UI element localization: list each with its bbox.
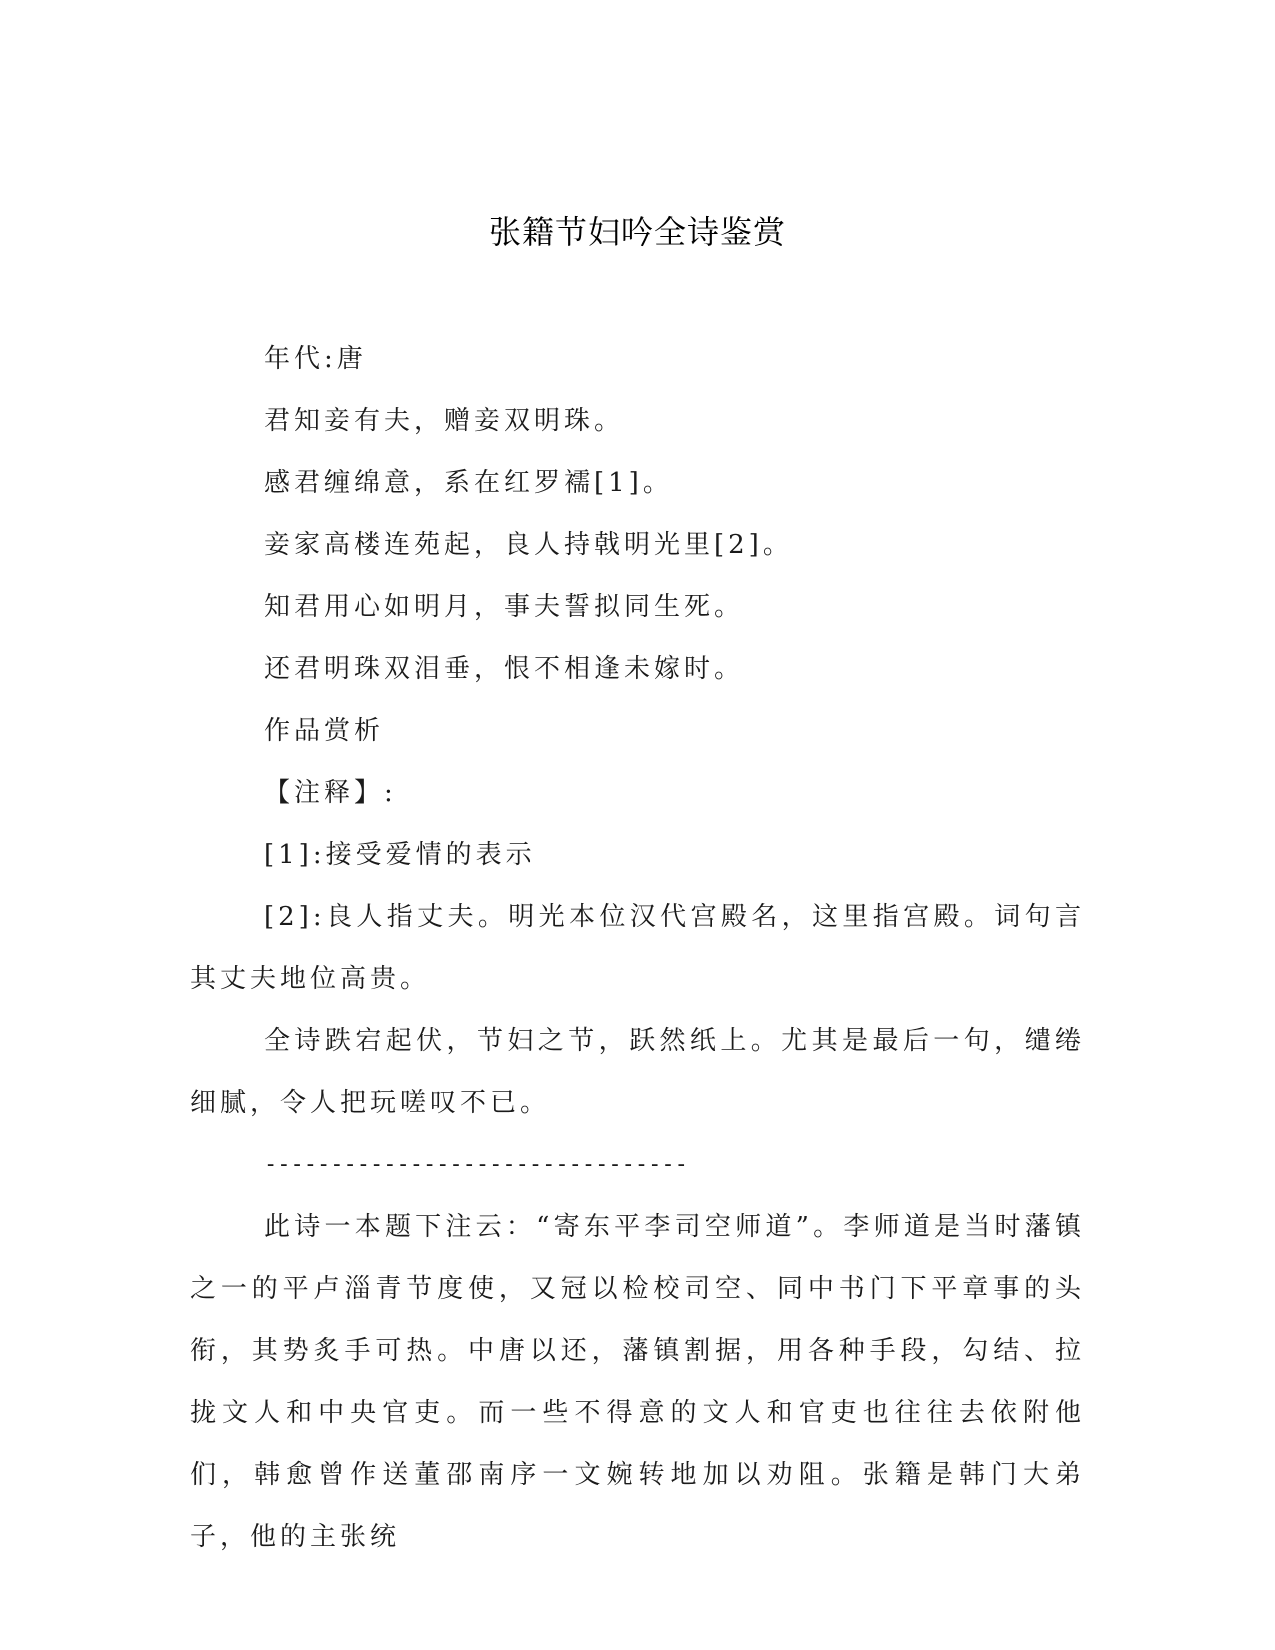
poem-line-5: 还君明珠双泪垂，恨不相逢未嫁时。 [264,654,745,684]
note-1: [1]:接受爱情的表示 [264,840,536,870]
poem-line-3: 妾家高楼连苑起，良人持戟明光里[2]。 [264,530,793,560]
background-paragraph: 此诗一本题下注云：“寄东平李司空师道”。李师道是当时藩镇之一的平卢淄青节度使，又冠以检校司空、同中书门下平章事的头衔，其势炙手可热。中唐以还，藩镇割据，用各种手段，勾结、拉拢文人和中央官吏。而一些不得意的文人和官吏也往往去依附他们，韩愈曾作送董邵南序一文婉转地加以劝阻。张籍是韩门大弟子，他的主张统 [190,1212,1085,1552]
note-2: [2]:良人指丈夫。明光本位汉代宫殿名，这里指宫殿。词句言其丈夫地位高贵。 [190,902,1085,994]
poem-line-4: 知君用心如明月，事夫誓拟同生死。 [264,592,745,622]
section-heading: 作品赏析 [264,716,385,746]
appreciation-paragraph: 全诗跌宕起伏，节妇之节，跃然纸上。尤其是最后一句，缱绻细腻，令人把玩嗟叹不已。 [190,1026,1085,1118]
poem-line-2: 感君缠绵意，系在红罗襦[1]。 [264,468,673,498]
divider: -------------------------------- [264,1152,688,1177]
poem-line-1: 君知妾有夫，赠妾双明珠。 [264,406,625,436]
document-title: 张籍节妇吟全诗鉴赏 [488,213,786,251]
document-body [190,328,1085,1568]
era-line: 年代:唐 [264,344,367,374]
notes-heading: 【注释】: [264,778,397,808]
